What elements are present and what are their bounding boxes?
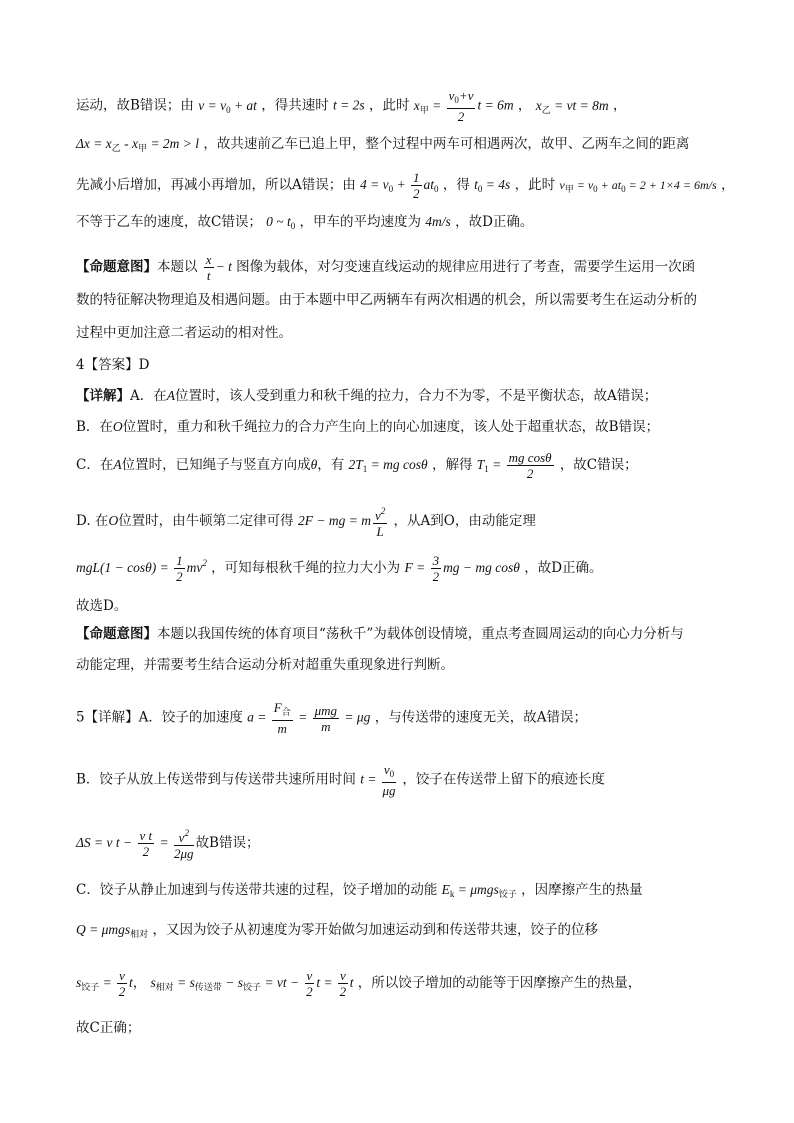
text-line-23 xyxy=(76,1018,724,1038)
text: 4【答案】D xyxy=(76,357,150,373)
text: C．饺子从静止加速到与传送带共速的过程，饺子增加的动能 xyxy=(76,882,438,898)
text: B．在 xyxy=(76,419,113,435)
fraction: $\frac{\text{mg cosθ}}{2}$ xyxy=(508,450,552,481)
formula: O xyxy=(108,513,119,528)
text: 运动，故B错误；由 xyxy=(76,97,194,114)
text: ，解得 xyxy=(431,457,473,473)
text: ，得共速时 xyxy=(261,97,329,114)
text-line-19 xyxy=(76,826,724,861)
text: 故C正确； xyxy=(76,1020,141,1036)
formula: t = 2s xyxy=(333,97,365,113)
text: ，此时 xyxy=(368,97,410,114)
text: 故选D。 xyxy=(76,598,128,614)
text-line-17 xyxy=(76,700,724,736)
formula: $T_1$ = xyxy=(476,457,505,474)
formula: a = xyxy=(247,709,270,725)
fraction: $\frac{x}{t}$ xyxy=(205,252,212,283)
text: 位置时，已知绳子与竖直方向成 xyxy=(121,457,311,473)
text: 本题以我国传统的体育项目“荡秋千”为载体创设情境，重点考查圆周运动的向心力分析与 xyxy=(157,626,684,642)
text-line-12 xyxy=(76,504,724,539)
formula: 0 ~ $t_0$ xyxy=(266,214,296,231)
formula: θ xyxy=(310,457,318,472)
text-line-11 xyxy=(76,450,724,481)
text: ，甲车的平均速度为 xyxy=(299,214,421,230)
text-line-16 xyxy=(76,655,724,675)
formula: $4 = v_0$ + xyxy=(360,177,410,194)
formula: t = 6m xyxy=(477,97,514,113)
text: B．饺子从放上传送带到与传送带共速所用时间 xyxy=(76,771,356,788)
text: ，有 xyxy=(317,457,345,473)
text: ，故C错误； xyxy=(559,457,638,473)
formula: mgL(1 − cosθ) = xyxy=(76,560,173,575)
formula: $v = v_0$ + at xyxy=(198,97,257,115)
text: C．在 xyxy=(76,457,114,473)
formula: $2T_1$ = mg cosθ xyxy=(348,457,428,474)
text: ， xyxy=(517,97,532,114)
text-line-15 xyxy=(76,624,724,644)
fraction: $\frac{v}{2}$ xyxy=(118,968,126,999)
formula: $s_{相对} = s_{传送带} - s_{饺子}$ = vt − xyxy=(150,975,303,992)
text-line-18 xyxy=(76,762,724,798)
formula: = μg xyxy=(341,709,371,725)
formula: t = xyxy=(316,975,336,990)
text-line-20 xyxy=(76,880,724,904)
text: ，与传送带的速度无关，故A错误； xyxy=(374,709,587,726)
fraction: $\frac{1}{2}$ xyxy=(413,170,420,201)
text: ，所以饺子增加的动能等于因摩擦产生的热量， xyxy=(357,975,642,991)
text-line-7 xyxy=(76,323,724,343)
formula: ΔS = v t − xyxy=(76,835,136,850)
formula: $v_甲 = v_0 + at_0 = 2 + 1\times 4 = 6m/s$ xyxy=(559,178,717,194)
text: 位置时，重力和秋千绳拉力的合力产生向上的向心加速度，该人处于超重状态，故B错误； xyxy=(122,419,660,435)
formula: 2F − mg = m xyxy=(297,513,371,528)
text: ，因摩擦产生的热量 xyxy=(521,882,643,898)
fraction: $\frac{\text{μmg}}{m}$ xyxy=(314,702,338,734)
text-line-2 xyxy=(76,134,724,158)
text: ，此时 xyxy=(514,177,556,193)
fraction: $\frac{F_合}{m}$ xyxy=(273,700,291,736)
fraction: $\frac{v^2}{L}$ xyxy=(374,506,386,539)
formula: − t xyxy=(215,259,232,274)
text: 位置时，该人受到重力和秋千绳的拉力，合力不为零，不是平衡状态，故A错误； xyxy=(175,388,658,404)
text: ，又因为饺子从初速度为零开始做匀加速运动到和传送带共速，饺子的位移 xyxy=(152,922,598,938)
text: ，故共速前乙车已追上甲，整个过程中两车可相遇两次，故甲、乙两车之间的距离 xyxy=(203,136,690,152)
text: ，可知每根秋千绳的拉力大小为 xyxy=(211,560,401,576)
text-line-3 xyxy=(76,170,735,201)
text: ，从A到O，由动能定理 xyxy=(393,513,536,529)
formula: = xyxy=(294,709,311,725)
text: 动能定理，并需要考生结合运动分析对超重失重现象进行判断。 xyxy=(76,657,454,673)
text: ， xyxy=(612,97,627,114)
text-line-9 xyxy=(76,386,724,406)
section-tag: 【命题意图】 xyxy=(76,259,157,275)
formula: $s_{饺子}$ = xyxy=(76,975,116,992)
text: ，故D正确。 xyxy=(455,214,534,230)
formula: t xyxy=(349,975,354,990)
text-line-6 xyxy=(76,290,724,310)
text-line-10 xyxy=(76,417,724,437)
fraction: $\frac{v_0+v}{2}$ xyxy=(448,88,474,124)
formula: $E_k = \mu mgs_{饺子}$ xyxy=(441,882,517,899)
text: A．在 xyxy=(130,388,167,404)
formula: t = xyxy=(360,771,380,787)
fraction: $\frac{v^2}{2\mu g}$ xyxy=(174,828,194,861)
text: D. 在 xyxy=(76,513,109,529)
section-tag: 【详解】 xyxy=(76,388,130,404)
text-line-5 xyxy=(76,252,724,283)
text: 5【详解】A．饺子的加速度 xyxy=(76,709,243,726)
text: 不等于乙车的速度，故C错误； xyxy=(76,214,262,230)
fraction: $\frac{v}{2}$ xyxy=(306,968,313,999)
text-line-22: $s_{饺子}$ = $\frac{v}{2}$ t， $s_{相对} = s_{传送带} - s_{饺子}$ = vt − $\frac{v}{2}$ t = $\frac{v}{2}$ t ，所以饺子增加的动能等于因摩擦产生的热量， xyxy=(76,968,642,999)
fraction: $\frac{1}{2}$ xyxy=(176,553,183,584)
text: 本题以 xyxy=(157,259,198,275)
formula: $mv^2$ xyxy=(186,558,207,575)
formula: A xyxy=(113,457,122,472)
formula: $t_0 = 4s$ xyxy=(474,177,511,194)
text: ，饺子在传送带上留下的痕迹长度 xyxy=(402,771,605,788)
text-line-14 xyxy=(76,596,724,616)
formula: O xyxy=(112,419,123,434)
fraction: $\frac{v}{2}$ xyxy=(339,968,347,999)
fraction: $\frac{3}{2}$ xyxy=(432,553,440,584)
section-tag: 【命题意图】 xyxy=(76,626,157,642)
text: 故B错误； xyxy=(195,835,260,851)
text: 先减小后增加，再减小再增加，所以A错误；由 xyxy=(76,177,356,193)
formula: $\Delta x = x_乙 - x_甲 = 2m > l$ xyxy=(76,136,200,153)
formula: mg − mg cosθ xyxy=(443,560,520,575)
text: 图像为载体，对匀变速直线运动的规律应用进行了考查，需要学生运用一次函 xyxy=(236,259,696,275)
text: ， xyxy=(720,177,735,193)
text: ，得 xyxy=(442,177,470,193)
formula: F = xyxy=(404,560,429,575)
fraction: $\frac{v_0}{\mu g}$ xyxy=(382,762,396,798)
text: 位置时，由牛顿第二定律可得 xyxy=(118,513,294,529)
text: 过程中更加注意二者运动的相对性。 xyxy=(76,325,292,341)
formula: Q = μmgs$_{相对}$ xyxy=(76,922,149,939)
fraction: $\frac{\text{v t}}{2}$ xyxy=(139,828,153,859)
formula: $x_乙$ = vt = 8m xyxy=(535,97,609,115)
formula: $x_甲$ = xyxy=(413,97,445,115)
text-line-13 xyxy=(76,553,724,584)
text-line-1 xyxy=(76,88,724,124)
text-line-4 xyxy=(76,212,724,236)
formula: $at_0$ xyxy=(423,177,439,194)
text-line-21 xyxy=(76,920,724,944)
text: 数的特征解决物理追及相遇问题。由于本题中甲乙两辆车有两次相遇的机会，所以需要考生在运动分析的 xyxy=(76,292,697,308)
formula: 4m/s xyxy=(425,214,451,229)
text-line-8 xyxy=(76,355,724,375)
formula: = xyxy=(156,835,173,850)
formula: t xyxy=(128,975,133,990)
text: ，故D正确。 xyxy=(524,560,603,576)
formula: A xyxy=(166,388,175,403)
